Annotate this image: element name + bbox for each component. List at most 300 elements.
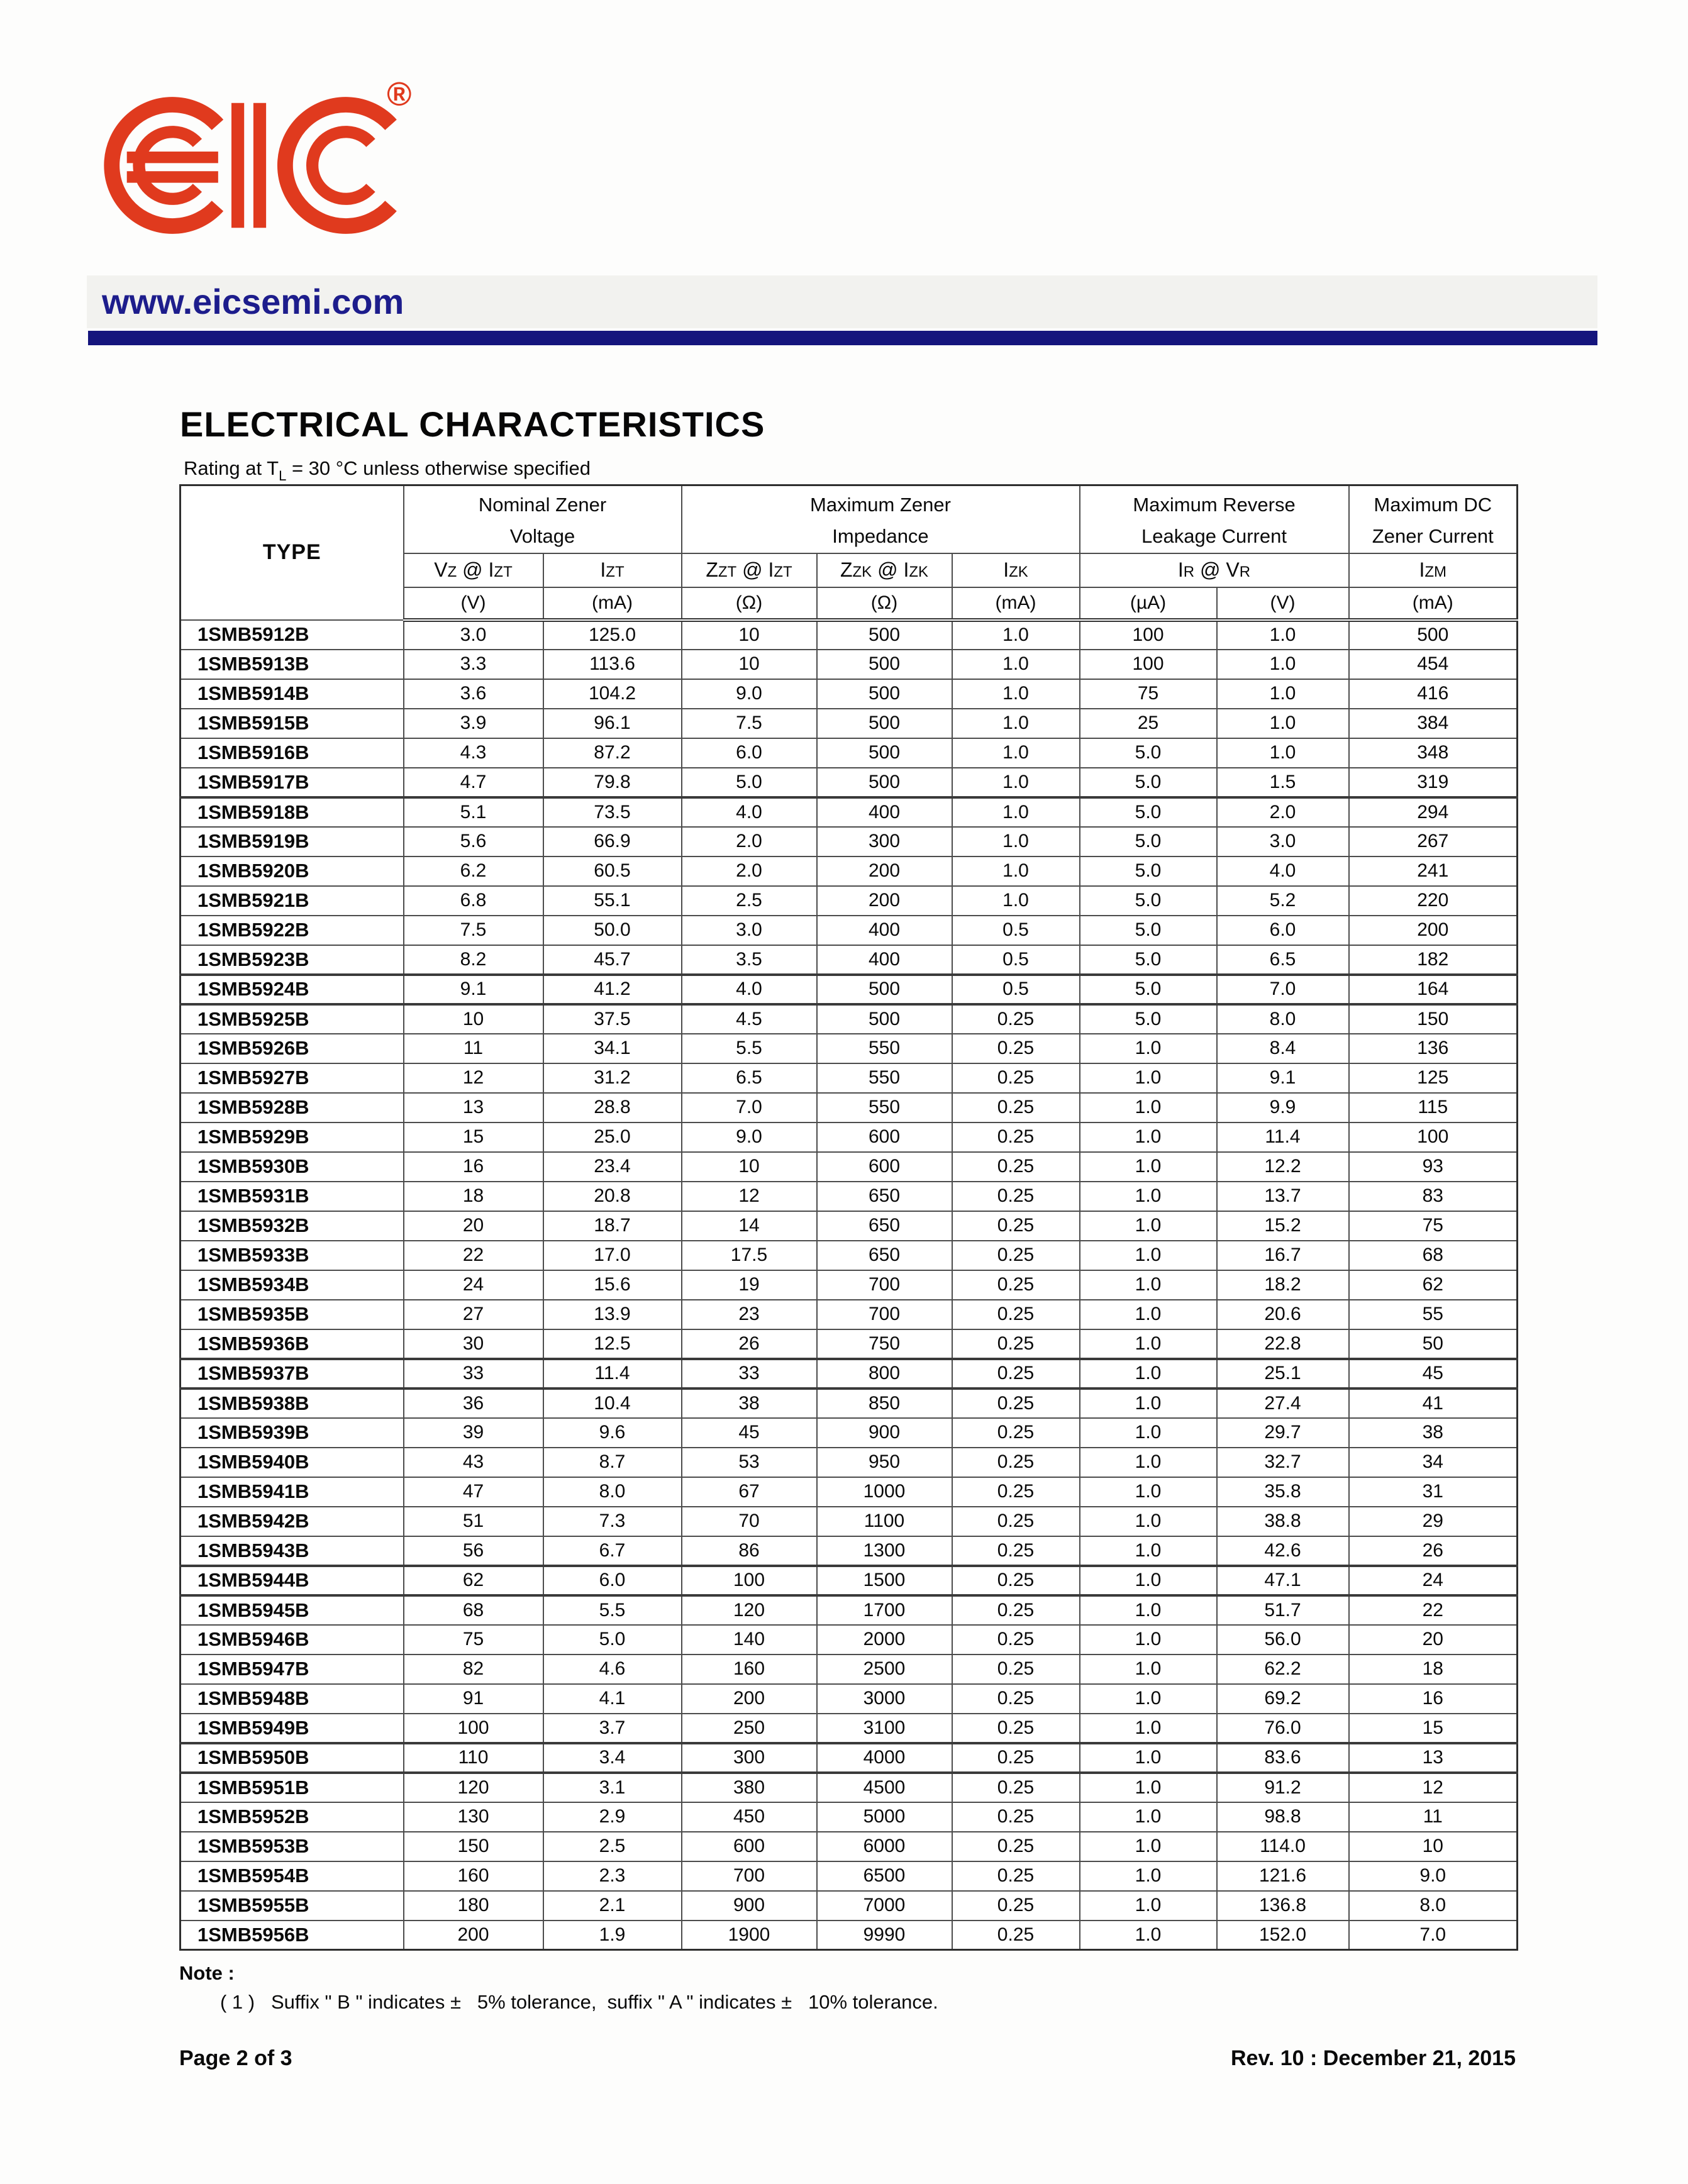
value-cell: 500 xyxy=(817,620,952,650)
type-cell: 1SMB5937B xyxy=(180,1359,404,1389)
value-cell: 2000 xyxy=(817,1625,952,1655)
value-cell: 18 xyxy=(1349,1655,1518,1684)
value-cell: 27.4 xyxy=(1217,1389,1349,1418)
value-cell: 500 xyxy=(817,709,952,738)
value-cell: 36 xyxy=(404,1389,543,1418)
value-cell: 3.9 xyxy=(404,709,543,738)
value-cell: 1.0 xyxy=(1080,1182,1217,1211)
value-cell: 0.25 xyxy=(952,1270,1080,1300)
value-cell: 2.0 xyxy=(1217,797,1349,827)
value-cell: 26 xyxy=(682,1329,817,1359)
value-cell: 100 xyxy=(1080,620,1217,650)
value-cell: 23 xyxy=(682,1300,817,1329)
value-cell: 1.0 xyxy=(1080,1507,1217,1536)
value-cell: 28.8 xyxy=(543,1093,682,1122)
value-cell: 56.0 xyxy=(1217,1625,1349,1655)
value-cell: 43 xyxy=(404,1448,543,1477)
value-cell: 50 xyxy=(1349,1329,1518,1359)
type-cell: 1SMB5938B xyxy=(180,1389,404,1418)
unit-ma: (mA) xyxy=(543,587,682,620)
value-cell: 3.0 xyxy=(682,916,817,945)
value-cell: 6.5 xyxy=(682,1063,817,1093)
value-cell: 12.2 xyxy=(1217,1152,1349,1182)
value-cell: 51 xyxy=(404,1507,543,1536)
table-row xyxy=(180,1300,1518,1329)
value-cell: 500 xyxy=(817,738,952,768)
value-cell: 8.0 xyxy=(543,1477,682,1507)
value-cell: 1300 xyxy=(817,1536,952,1566)
value-cell: 1.0 xyxy=(952,856,1080,886)
value-cell: 100 xyxy=(404,1714,543,1743)
type-cell: 1SMB5921B xyxy=(180,886,404,916)
type-cell: 1SMB5923B xyxy=(180,945,404,975)
type-cell: 1SMB5955B xyxy=(180,1891,404,1921)
value-cell: 4.0 xyxy=(682,975,817,1004)
value-cell: 73.5 xyxy=(543,797,682,827)
value-cell: 800 xyxy=(817,1359,952,1389)
value-cell: 96.1 xyxy=(543,709,682,738)
value-cell: 55.1 xyxy=(543,886,682,916)
value-cell: 39 xyxy=(404,1418,543,1448)
value-cell: 100 xyxy=(1349,1122,1518,1152)
value-cell: 76.0 xyxy=(1217,1714,1349,1743)
value-cell: 18 xyxy=(404,1182,543,1211)
table-row xyxy=(180,1329,1518,1359)
value-cell: 5.0 xyxy=(1080,1004,1217,1034)
value-cell: 6.0 xyxy=(543,1566,682,1595)
value-cell: 4.0 xyxy=(682,797,817,827)
value-cell: 7.5 xyxy=(404,916,543,945)
value-cell: 0.5 xyxy=(952,916,1080,945)
value-cell: 32.7 xyxy=(1217,1448,1349,1477)
type-cell: 1SMB5940B xyxy=(180,1448,404,1477)
type-cell: 1SMB5917B xyxy=(180,768,404,797)
type-cell: 1SMB5950B xyxy=(180,1743,404,1773)
value-cell: 8.2 xyxy=(404,945,543,975)
type-cell: 1SMB5934B xyxy=(180,1270,404,1300)
table-row xyxy=(180,1034,1518,1063)
value-cell: 5.0 xyxy=(1080,975,1217,1004)
table-row xyxy=(180,1595,1518,1625)
value-cell: 35.8 xyxy=(1217,1477,1349,1507)
value-cell: 160 xyxy=(404,1861,543,1891)
note-label: Note : xyxy=(179,1962,235,1984)
value-cell: 5.0 xyxy=(1080,856,1217,886)
value-cell: 1.0 xyxy=(952,738,1080,768)
value-cell: 16 xyxy=(1349,1684,1518,1714)
value-cell: 500 xyxy=(817,1004,952,1034)
value-cell: 2.3 xyxy=(543,1861,682,1891)
value-cell: 0.5 xyxy=(952,945,1080,975)
value-cell: 1.0 xyxy=(1080,1122,1217,1152)
value-cell: 68 xyxy=(1349,1241,1518,1270)
eic-logo xyxy=(94,73,418,258)
value-cell: 0.25 xyxy=(952,1300,1080,1329)
value-cell: 1.0 xyxy=(1080,1861,1217,1891)
value-cell: 200 xyxy=(682,1684,817,1714)
value-cell: 0.25 xyxy=(952,1743,1080,1773)
type-cell: 1SMB5926B xyxy=(180,1034,404,1063)
value-cell: 8.7 xyxy=(543,1448,682,1477)
group-header-row xyxy=(180,485,1518,553)
table-row xyxy=(180,1477,1518,1507)
table-row xyxy=(180,1418,1518,1448)
value-cell: 24 xyxy=(1349,1566,1518,1595)
value-cell: 700 xyxy=(817,1270,952,1300)
value-cell: 2.0 xyxy=(682,827,817,856)
value-cell: 1900 xyxy=(682,1921,817,1950)
value-cell: 10.4 xyxy=(543,1389,682,1418)
type-cell: 1SMB5942B xyxy=(180,1507,404,1536)
table-row xyxy=(180,620,1518,650)
value-cell: 1.0 xyxy=(1217,709,1349,738)
col-vz-izt: VZ @ IZT xyxy=(404,553,543,587)
value-cell: 15 xyxy=(404,1122,543,1152)
value-cell: 7.5 xyxy=(682,709,817,738)
value-cell: 51.7 xyxy=(1217,1595,1349,1625)
table-row xyxy=(180,650,1518,679)
value-cell: 0.25 xyxy=(952,1389,1080,1418)
value-cell: 98.8 xyxy=(1217,1802,1349,1832)
value-cell: 450 xyxy=(682,1802,817,1832)
value-cell: 182 xyxy=(1349,945,1518,975)
value-cell: 23.4 xyxy=(543,1152,682,1182)
value-cell: 5.0 xyxy=(1080,827,1217,856)
unit-ohm: (Ω) xyxy=(682,587,817,620)
value-cell: 1.0 xyxy=(1080,1802,1217,1832)
value-cell: 31 xyxy=(1349,1477,1518,1507)
type-cell: 1SMB5922B xyxy=(180,916,404,945)
logo-c-inner xyxy=(313,132,371,199)
value-cell: 1.0 xyxy=(1080,1684,1217,1714)
value-cell: 1.0 xyxy=(1080,1566,1217,1595)
table-row xyxy=(180,945,1518,975)
value-cell: 11.4 xyxy=(1217,1122,1349,1152)
value-cell: 5.0 xyxy=(1080,768,1217,797)
value-cell: 1.0 xyxy=(1080,1270,1217,1300)
value-cell: 1.0 xyxy=(1217,679,1349,709)
value-cell: 416 xyxy=(1349,679,1518,709)
value-cell: 384 xyxy=(1349,709,1518,738)
value-cell: 1.0 xyxy=(952,768,1080,797)
value-cell: 700 xyxy=(817,1300,952,1329)
type-cell: 1SMB5929B xyxy=(180,1122,404,1152)
value-cell: 13 xyxy=(1349,1743,1518,1773)
value-cell: 150 xyxy=(404,1832,543,1861)
table-row xyxy=(180,1802,1518,1832)
value-cell: 4000 xyxy=(817,1743,952,1773)
value-cell: 150 xyxy=(1349,1004,1518,1034)
value-cell: 27 xyxy=(404,1300,543,1329)
value-cell: 2.5 xyxy=(682,886,817,916)
value-cell: 400 xyxy=(817,916,952,945)
value-cell: 16.7 xyxy=(1217,1241,1349,1270)
value-cell: 1.0 xyxy=(1080,1655,1217,1684)
value-cell: 9.6 xyxy=(543,1418,682,1448)
value-cell: 12 xyxy=(404,1063,543,1093)
value-cell: 20 xyxy=(404,1211,543,1241)
table-row xyxy=(180,856,1518,886)
value-cell: 9.0 xyxy=(682,1122,817,1152)
unit-ua: (µA) xyxy=(1080,587,1217,620)
value-cell: 1.0 xyxy=(952,886,1080,916)
value-cell: 75 xyxy=(404,1625,543,1655)
value-cell: 136 xyxy=(1349,1034,1518,1063)
table-row xyxy=(180,1359,1518,1389)
value-cell: 1.0 xyxy=(1080,1034,1217,1063)
col-zzk-izk: ZZK @ IZK xyxy=(817,553,952,587)
value-cell: 200 xyxy=(1349,916,1518,945)
value-cell: 300 xyxy=(817,827,952,856)
value-cell: 3.4 xyxy=(543,1743,682,1773)
value-cell: 83.6 xyxy=(1217,1743,1349,1773)
value-cell: 5.5 xyxy=(682,1034,817,1063)
value-cell: 5.0 xyxy=(1080,945,1217,975)
value-cell: 319 xyxy=(1349,768,1518,797)
table-row xyxy=(180,1566,1518,1595)
table-row xyxy=(180,916,1518,945)
value-cell: 114.0 xyxy=(1217,1832,1349,1861)
value-cell: 7.0 xyxy=(1217,975,1349,1004)
value-cell: 5.2 xyxy=(1217,886,1349,916)
value-cell: 0.25 xyxy=(952,1773,1080,1802)
value-cell: 220 xyxy=(1349,886,1518,916)
value-cell: 26 xyxy=(1349,1536,1518,1566)
value-cell: 0.25 xyxy=(952,1655,1080,1684)
value-cell: 1.0 xyxy=(1080,1714,1217,1743)
value-cell: 41.2 xyxy=(543,975,682,1004)
value-cell: 500 xyxy=(817,768,952,797)
value-cell: 0.25 xyxy=(952,1359,1080,1389)
value-cell: 6.2 xyxy=(404,856,543,886)
type-cell: 1SMB5915B xyxy=(180,709,404,738)
type-cell: 1SMB5928B xyxy=(180,1093,404,1122)
value-cell: 2.5 xyxy=(543,1832,682,1861)
value-cell: 1000 xyxy=(817,1477,952,1507)
type-cell: 1SMB5920B xyxy=(180,856,404,886)
value-cell: 121.6 xyxy=(1217,1861,1349,1891)
type-cell: 1SMB5932B xyxy=(180,1211,404,1241)
table-row xyxy=(180,886,1518,916)
unit-v2: (V) xyxy=(1217,587,1349,620)
value-cell: 1.0 xyxy=(1080,1595,1217,1625)
type-cell: 1SMB5914B xyxy=(180,679,404,709)
group-maximum-zener-impedance: Maximum Zener Impedance xyxy=(682,485,1080,553)
value-cell: 4.6 xyxy=(543,1655,682,1684)
value-cell: 3.0 xyxy=(1217,827,1349,856)
table-body xyxy=(180,620,1518,1950)
value-cell: 75 xyxy=(1349,1211,1518,1241)
type-cell: 1SMB5935B xyxy=(180,1300,404,1329)
value-cell: 5.0 xyxy=(1080,738,1217,768)
value-cell: 900 xyxy=(817,1418,952,1448)
value-cell: 160 xyxy=(682,1655,817,1684)
table-row xyxy=(180,1921,1518,1950)
value-cell: 0.25 xyxy=(952,1684,1080,1714)
type-cell: 1SMB5916B xyxy=(180,738,404,768)
value-cell: 100 xyxy=(682,1566,817,1595)
value-cell: 1.0 xyxy=(1080,1063,1217,1093)
value-cell: 1.0 xyxy=(1080,1625,1217,1655)
value-cell: 1.0 xyxy=(1080,1093,1217,1122)
value-cell: 140 xyxy=(682,1625,817,1655)
value-cell: 87.2 xyxy=(543,738,682,768)
value-cell: 13 xyxy=(404,1093,543,1122)
type-cell: 1SMB5951B xyxy=(180,1773,404,1802)
value-cell: 125 xyxy=(1349,1063,1518,1093)
website-text: www.eicsemi.com xyxy=(102,282,404,321)
value-cell: 104.2 xyxy=(543,679,682,709)
value-cell: 120 xyxy=(404,1773,543,1802)
table-row xyxy=(180,1004,1518,1034)
value-cell: 56 xyxy=(404,1536,543,1566)
value-cell: 1.0 xyxy=(952,650,1080,679)
value-cell: 11 xyxy=(1349,1802,1518,1832)
table-row xyxy=(180,1182,1518,1211)
value-cell: 25 xyxy=(1080,709,1217,738)
type-cell: 1SMB5924B xyxy=(180,975,404,1004)
value-cell: 550 xyxy=(817,1093,952,1122)
table-row xyxy=(180,797,1518,827)
rating-condition: Rating at $T_L = 30$ °C unless otherwise specified xyxy=(184,457,591,484)
value-cell: 750 xyxy=(817,1329,952,1359)
value-cell: 0.25 xyxy=(952,1714,1080,1743)
value-cell: 1.0 xyxy=(1080,1152,1217,1182)
table-row xyxy=(180,1655,1518,1684)
type-cell: 1SMB5918B xyxy=(180,797,404,827)
value-cell: 47 xyxy=(404,1477,543,1507)
value-cell: 125.0 xyxy=(543,620,682,650)
value-cell: 34 xyxy=(1349,1448,1518,1477)
value-cell: 152.0 xyxy=(1217,1921,1349,1950)
value-cell: 200 xyxy=(817,886,952,916)
group-maximum-dc-zener-current: Maximum DC Zener Current xyxy=(1349,485,1518,553)
value-cell: 20 xyxy=(1349,1625,1518,1655)
value-cell: 83 xyxy=(1349,1182,1518,1211)
value-cell: 5.0 xyxy=(682,768,817,797)
value-cell: 200 xyxy=(817,856,952,886)
unit-v: (V) xyxy=(404,587,543,620)
table-row xyxy=(180,1536,1518,1566)
value-cell: 0.25 xyxy=(952,1418,1080,1448)
type-cell: 1SMB5925B xyxy=(180,1004,404,1034)
value-cell: 400 xyxy=(817,797,952,827)
value-cell: 1.0 xyxy=(1080,1359,1217,1389)
electrical-characteristics-table-wrap xyxy=(179,484,1518,1951)
value-cell: 10 xyxy=(682,650,817,679)
value-cell: 115 xyxy=(1349,1093,1518,1122)
value-cell: 1.0 xyxy=(1217,650,1349,679)
value-cell: 11 xyxy=(404,1034,543,1063)
value-cell: 9.1 xyxy=(404,975,543,1004)
value-cell: 0.25 xyxy=(952,1507,1080,1536)
value-cell: 62.2 xyxy=(1217,1655,1349,1684)
type-cell: 1SMB5954B xyxy=(180,1861,404,1891)
value-cell: 4.5 xyxy=(682,1004,817,1034)
table-row xyxy=(180,1093,1518,1122)
type-cell: 1SMB5913B xyxy=(180,650,404,679)
value-cell: 6.7 xyxy=(543,1536,682,1566)
type-cell: 1SMB5936B xyxy=(180,1329,404,1359)
value-cell: 93 xyxy=(1349,1152,1518,1182)
value-cell: 0.25 xyxy=(952,1004,1080,1034)
type-cell: 1SMB5956B xyxy=(180,1921,404,1950)
value-cell: 22.8 xyxy=(1217,1329,1349,1359)
value-cell: 200 xyxy=(404,1921,543,1950)
value-cell: 1.0 xyxy=(952,827,1080,856)
value-cell: 241 xyxy=(1349,856,1518,886)
value-cell: 33 xyxy=(404,1359,543,1389)
col-izm: IZM xyxy=(1349,553,1518,587)
value-cell: 0.25 xyxy=(952,1891,1080,1921)
value-cell: 6000 xyxy=(817,1832,952,1861)
value-cell: 0.5 xyxy=(952,975,1080,1004)
value-cell: 4500 xyxy=(817,1773,952,1802)
logo-e-outer xyxy=(112,105,218,226)
value-cell: 550 xyxy=(817,1063,952,1093)
table-row xyxy=(180,1684,1518,1714)
value-cell: 136.8 xyxy=(1217,1891,1349,1921)
unit-ma2: (mA) xyxy=(952,587,1080,620)
value-cell: 500 xyxy=(817,975,952,1004)
value-cell: 17.5 xyxy=(682,1241,817,1270)
table-row xyxy=(180,679,1518,709)
value-cell: 6.5 xyxy=(1217,945,1349,975)
value-cell: 4.7 xyxy=(404,768,543,797)
type-cell: 1SMB5931B xyxy=(180,1182,404,1211)
value-cell: 1.0 xyxy=(1080,1418,1217,1448)
unit-ma3: (mA) xyxy=(1349,587,1518,620)
value-cell: 250 xyxy=(682,1714,817,1743)
value-cell: 600 xyxy=(682,1832,817,1861)
value-cell: 8.0 xyxy=(1349,1891,1518,1921)
value-cell: 700 xyxy=(682,1861,817,1891)
table-row xyxy=(180,1625,1518,1655)
value-cell: 45 xyxy=(682,1418,817,1448)
value-cell: 294 xyxy=(1349,797,1518,827)
value-cell: 5.0 xyxy=(543,1625,682,1655)
value-cell: 6.8 xyxy=(404,886,543,916)
col-izt: IZT xyxy=(543,553,682,587)
value-cell: 650 xyxy=(817,1241,952,1270)
value-cell: 0.25 xyxy=(952,1182,1080,1211)
value-cell: 8.0 xyxy=(1217,1004,1349,1034)
value-cell: 50.0 xyxy=(543,916,682,945)
table-row xyxy=(180,1832,1518,1861)
value-cell: 0.25 xyxy=(952,1241,1080,1270)
value-cell: 650 xyxy=(817,1211,952,1241)
value-cell: 1.0 xyxy=(952,797,1080,827)
value-cell: 10 xyxy=(404,1004,543,1034)
table-row xyxy=(180,1241,1518,1270)
group-nominal-zener-voltage: Nominal Zener Voltage xyxy=(404,485,682,553)
value-cell: 6.0 xyxy=(682,738,817,768)
value-cell: 650 xyxy=(817,1182,952,1211)
value-cell: 47.1 xyxy=(1217,1566,1349,1595)
value-cell: 10 xyxy=(682,1152,817,1182)
value-cell: 82 xyxy=(404,1655,543,1684)
value-cell: 1.0 xyxy=(1080,1300,1217,1329)
value-cell: 13.7 xyxy=(1217,1182,1349,1211)
value-cell: 550 xyxy=(817,1034,952,1063)
value-cell: 0.25 xyxy=(952,1921,1080,1950)
value-cell: 500 xyxy=(817,679,952,709)
value-cell: 1.0 xyxy=(1080,1477,1217,1507)
value-cell: 62 xyxy=(1349,1270,1518,1300)
value-cell: 0.25 xyxy=(952,1329,1080,1359)
value-cell: 12 xyxy=(1349,1773,1518,1802)
type-cell: 1SMB5939B xyxy=(180,1418,404,1448)
